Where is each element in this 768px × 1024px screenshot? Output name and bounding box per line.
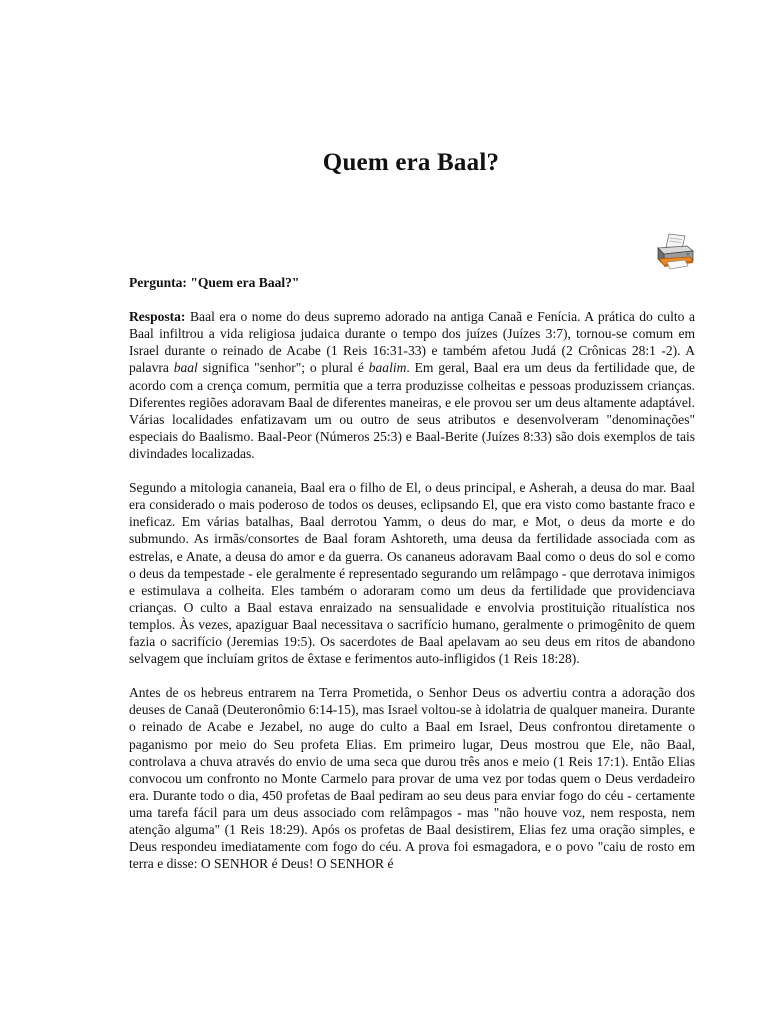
question-paragraph: [129, 274, 695, 291]
term-baalim: baalim: [368, 360, 407, 376]
question-label: Pergunta:: [129, 275, 187, 290]
article-body: [129, 274, 695, 889]
question-text: "Quem era Baal?": [190, 275, 300, 290]
answer-text-c: . Em geral, Baal era um deus da fertilidade que, de acordo com a crença comum, permitia que a terra produzisse colheitas e pessoas produzissem crianças. Diferentes regiões adoravam Baal de diferentes maneiras, e ele provou ser um deus altamente adaptável. Várias localidades enfatizavam um ou outro de seus atributos e desenvolveram "denominações" especiais do Baalismo. Baal-Peor (Números 25:3) e Baal-Berite (Juízes 8:33) são dois exemplos de tais divindades localizadas.: [129, 360, 696, 461]
answer-label: Resposta:: [129, 309, 186, 325]
answer-text-b: significa "senhor"; o plural é: [197, 360, 369, 376]
printer-icon[interactable]: [655, 232, 695, 270]
answer-paragraph-2: Segundo a mitologia cananeia, Baal era o filho de El, o deus principal, e Asherah, a deusa do mar. Baal era considerado o mais poderoso de todos os deuses, eclipsando El, que era visto como bastante fraco e ineficaz. Em várias batalhas, Baal derrotou Yamm, o deus do mar, e Mot, o deus da morte e do submundo. As irmãs/consortes de Baal foram Ashtoreth, uma deusa da fertilidade associada com as estrelas, e Anate, a deusa do amor e da guerra. Os cananeus adoravam Baal como o deus do sol e como o deus da tempestade - ele geralmente é representado segurando um relâmpago - que derrotava inimigos e estimulava a colheita. Eles também o adoraram como um deus da fertilidade que providenciava crianças. O culto a Baal estava enraizado na sensualidade e envolvia prostituição ritualística nos templos. Às vezes, apaziguar Baal necessitava o sacrifício humano, geralmente o primogênito de quem fazia o sacrifício (Jeremias 19:5). Os sacerdotes de Baal apelavam ao seu deus em ritos de abandono selvagem que incluíam gritos de êxtase e ferimentos auto-infligidos (1 Reis 18:28).: [129, 480, 695, 667]
term-baal: baal: [173, 360, 198, 376]
answer-paragraph-3: Antes de os hebreus entrarem na Terra Prometida, o Senhor Deus os advertiu contra a adoração dos deuses de Canaã (Deuteronômio 6:14-15), mas Israel voltou-se à idolatria de qualquer maneira. Durante o reinado de Acabe e Jezabel, no auge do culto a Baal em Israel, Deus confrontou diretamente o paganismo por meio do Seu profeta Elias. Em primeiro lugar, Deus mostrou que Ele, não Baal, controlava a chuva através do envio de uma seca que durou três anos e meio (1 Reis 17:1). Então Elias convocou um confronto no Monte Carmelo para provar de uma vez por todas quem o Deus verdadeiro era. Durante todo o dia, 450 profetas de Baal pediram ao seu deus para enviar fogo do céu - certamente uma tarefa fácil para um deus associado com relâmpagos - mas "não houve voz, nem resposta, nem atenção alguma" (1 Reis 18:29). Após os profetas de Baal desistirem, Elias fez uma oração simples, e Deus respondeu imediatamente com fogo do céu. A prova foi esmagadora, e o povo "caiu de rosto em terra e disse: O SENHOR é Deus! O SENHOR é: [129, 685, 695, 872]
page-title: Quem era Baal?: [322, 149, 500, 176]
answer-paragraph-1: [129, 308, 695, 462]
answer-text-a: Baal era o nome do deus supremo adorado na antiga Canaã e Fenícia. A prática do culto a Baal infiltrou a vida religiosa judaica durante o tempo dos juízes (Juízes 3:7), tornou-se comum em Israel durante o reinado de Acabe (1 Reis 16:31-33) e também afetou Judá (2 Crônicas 28:1 -2). A palavra: [129, 309, 696, 376]
